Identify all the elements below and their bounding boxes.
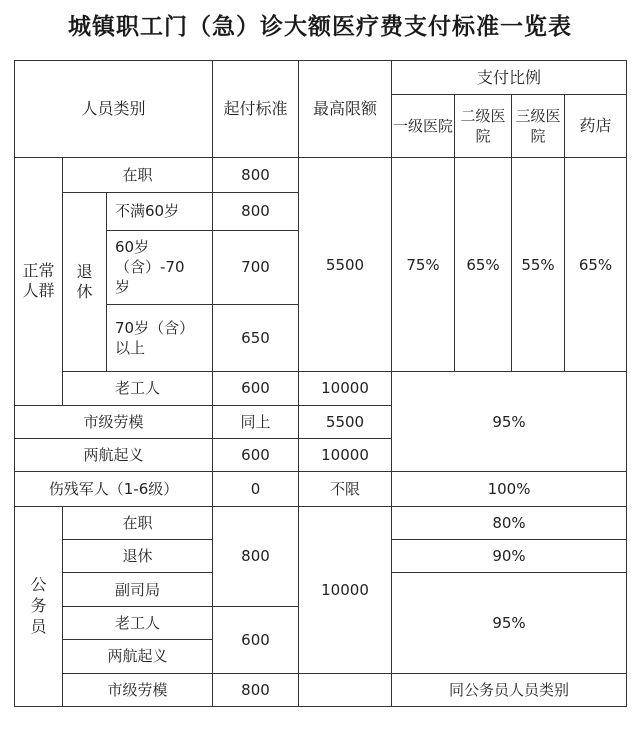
header-category: 人员类别: [15, 61, 213, 158]
over70-start: 650: [213, 304, 299, 372]
normal-old-worker-label: 老工人: [63, 372, 213, 405]
civil-model-worker-start: 800: [213, 673, 299, 706]
disabled-soldier-start: 0: [213, 472, 299, 506]
age60-70-start: 700: [213, 230, 299, 304]
civil-old-worker-label: 老工人: [63, 606, 213, 639]
normal-retired-label: 退休: [63, 193, 107, 372]
veterans-label: 两航起义: [15, 439, 213, 472]
header-level3: 三级医院: [512, 95, 565, 158]
civil-model-worker-label: 市级劳模: [63, 673, 213, 706]
civil-employed-label: 在职: [63, 506, 213, 539]
header-pharmacy: 药店: [565, 95, 627, 158]
over70-label: 70岁（含）以上: [107, 304, 213, 372]
normal-employed-label: 在职: [63, 158, 213, 193]
age60-70-label: 60岁（含）-70岁: [107, 230, 213, 304]
civil-group-label: 公务员: [15, 506, 63, 706]
model-worker-max: 5500: [299, 405, 392, 438]
veterans-max: 10000: [299, 439, 392, 472]
normal-employed-start: 800: [213, 158, 299, 193]
civil-max: 10000: [299, 506, 392, 673]
header-ratio: 支付比例: [392, 61, 627, 95]
under60-start: 800: [213, 193, 299, 230]
civil-veterans-label: 两航起义: [63, 640, 213, 673]
disabled-soldier-ratio: 100%: [392, 472, 627, 506]
civil-start-600: 600: [213, 606, 299, 673]
under60-label: 不满60岁: [107, 193, 213, 230]
civil-start-800: 800: [213, 506, 299, 606]
normal-ratio-pharmacy: 65%: [565, 158, 627, 372]
normal-ratio-level2: 65%: [455, 158, 512, 372]
header-level1: 一级医院: [392, 95, 455, 158]
civil-retired-ratio: 90%: [392, 540, 627, 573]
normal-ratio-level1: 75%: [392, 158, 455, 372]
shared-ratio-95: 95%: [392, 372, 627, 472]
normal-old-worker-max: 10000: [299, 372, 392, 405]
normal-group-label: 正常人群: [15, 158, 63, 406]
normal-max: 5500: [299, 158, 392, 372]
civil-employed-ratio: 80%: [392, 506, 627, 539]
disabled-soldier-max: 不限: [299, 472, 392, 506]
disabled-soldier-label: 伤残军人（1-6级）: [15, 472, 213, 506]
veterans-start: 600: [213, 439, 299, 472]
civil-deputy-label: 副司局: [63, 573, 213, 606]
model-worker-start: 同上: [213, 405, 299, 438]
normal-ratio-level3: 55%: [512, 158, 565, 372]
normal-old-worker-start: 600: [213, 372, 299, 405]
civil-ratio-95: 95%: [392, 573, 627, 673]
civil-model-worker-ratio: 同公务员人员类别: [392, 673, 627, 706]
civil-retired-label: 退休: [63, 540, 213, 573]
page-title: 城镇职工门（急）诊大额医疗费支付标准一览表: [68, 14, 572, 40]
payment-standard-table: [14, 60, 627, 707]
header-max: 最高限额: [299, 61, 392, 158]
header-start: 起付标准: [213, 61, 299, 158]
civil-model-worker-max: [299, 673, 392, 706]
header-level2: 二级医院: [455, 95, 512, 158]
model-worker-label: 市级劳模: [15, 405, 213, 438]
